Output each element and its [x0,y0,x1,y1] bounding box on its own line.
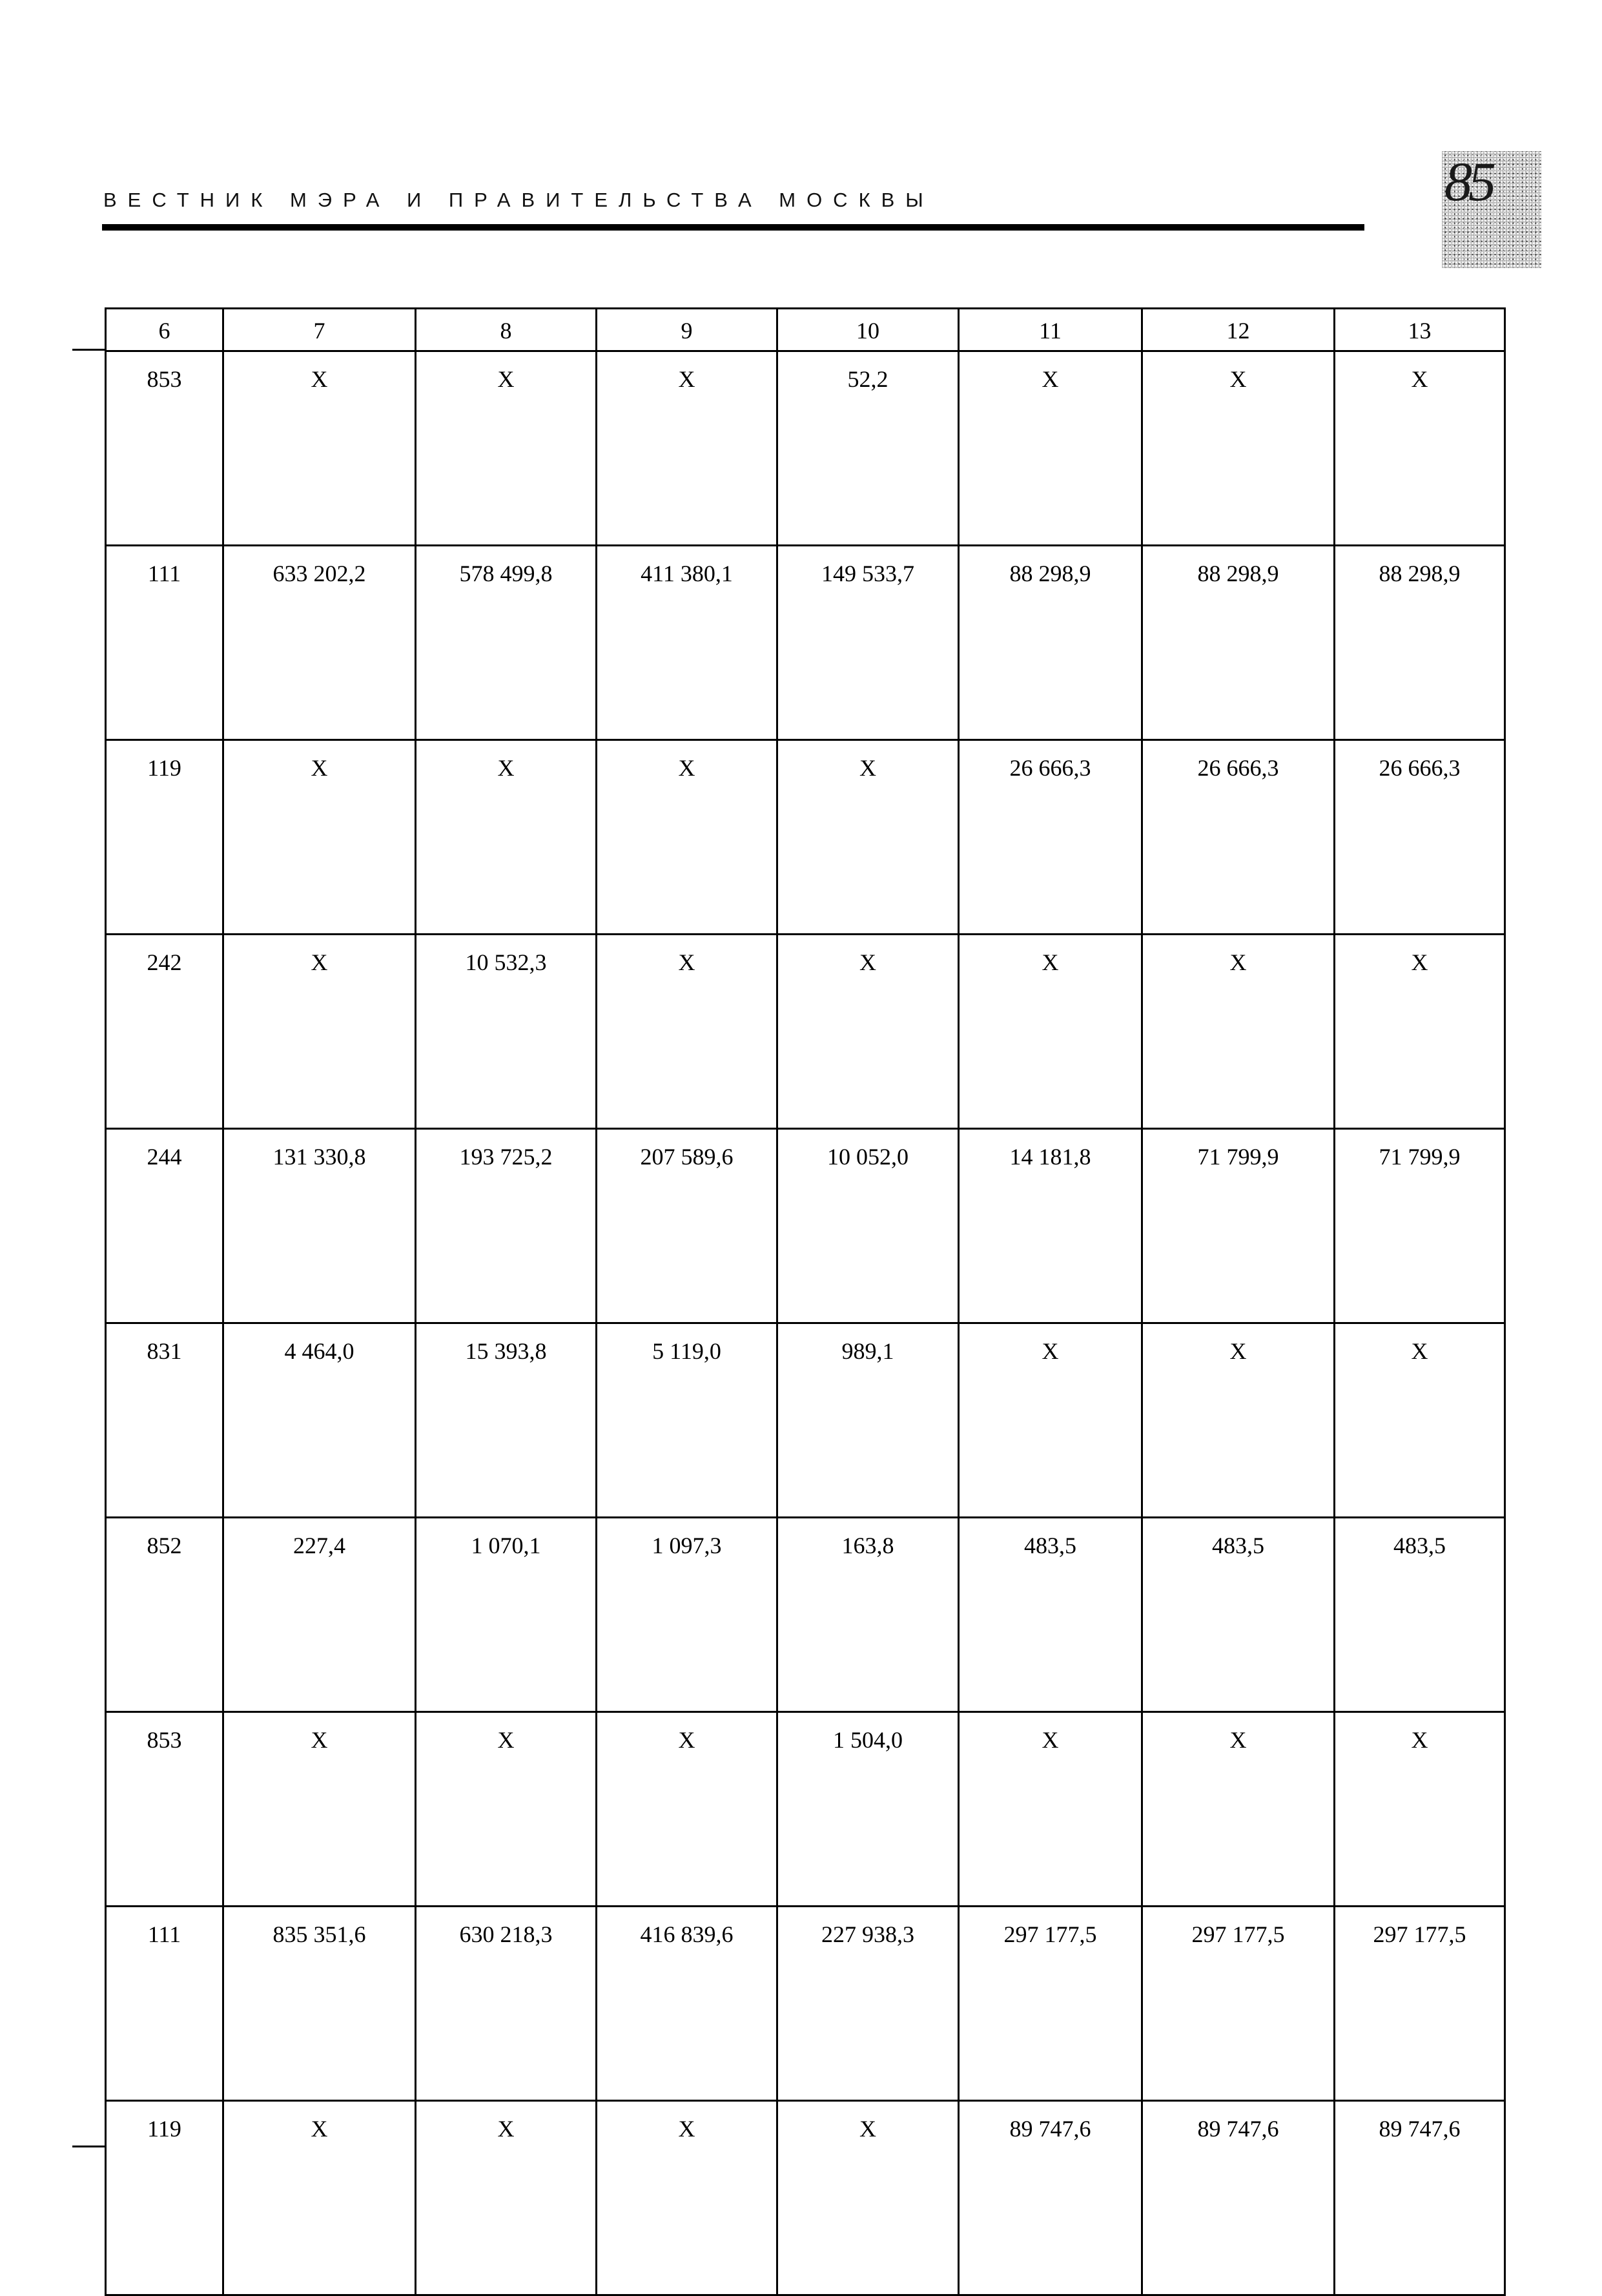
table-cell: X [1335,935,1505,1129]
table-cell: X [959,935,1142,1129]
column-header: 11 [959,309,1142,351]
table-cell: 1 504,0 [777,1712,959,1907]
table-cell: X [777,2101,959,2295]
table-cell: X [597,351,777,546]
table-row [106,1907,1505,2101]
table-row [106,2101,1505,2295]
table-cell: 131 330,8 [223,1129,416,1323]
row-code-cell: 831 [106,1323,223,1518]
page-number-badge [1442,151,1541,268]
table-cell: 88 298,9 [1142,546,1335,740]
row-code-cell: 242 [106,935,223,1129]
table-row [106,1323,1505,1518]
table-row [106,351,1505,546]
table-cell: 835 351,6 [223,1907,416,2101]
row-code-cell: 111 [106,1907,223,2101]
table-cell: 483,5 [1335,1518,1505,1712]
row-code-cell: 111 [106,546,223,740]
table-cell: X [597,1712,777,1907]
table-left-stub-top [72,349,105,351]
table-cell: X [416,1712,597,1907]
table-cell: X [777,935,959,1129]
table-row [106,1518,1505,1712]
table-cell: 297 177,5 [959,1907,1142,2101]
column-header: 7 [223,309,416,351]
table-cell: 1 070,1 [416,1518,597,1712]
table-cell: 297 177,5 [1335,1907,1505,2101]
table-cell: X [223,740,416,935]
table-cell: X [959,1323,1142,1518]
table-cell: X [597,740,777,935]
table-cell: X [223,935,416,1129]
column-header: 13 [1335,309,1505,351]
table-row [106,740,1505,935]
table-cell: X [1142,1323,1335,1518]
table-cell: 483,5 [959,1518,1142,1712]
table-cell: 149 533,7 [777,546,959,740]
table-cell: 26 666,3 [1142,740,1335,935]
table-row [106,935,1505,1129]
table-cell: X [1335,1323,1505,1518]
table-cell: 89 747,6 [1142,2101,1335,2295]
table-cell: 71 799,9 [1335,1129,1505,1323]
table-cell: X [416,351,597,546]
header-rule [102,224,1364,231]
table-cell: X [223,2101,416,2295]
table-cell: X [1142,1712,1335,1907]
journal-title: ВЕСТНИК МЭРА И ПРАВИТЕЛЬСТВА МОСКВЫ [103,189,934,211]
column-header: 8 [416,309,597,351]
row-code-cell: 853 [106,351,223,546]
table-cell: 26 666,3 [959,740,1142,935]
table-cell: 5 119,0 [597,1323,777,1518]
column-header: 6 [106,309,223,351]
table-cell: 483,5 [1142,1518,1335,1712]
table-cell: X [777,740,959,935]
table-cell: 633 202,2 [223,546,416,740]
table-cell: X [416,2101,597,2295]
table-cell: 88 298,9 [959,546,1142,740]
table-cell: 10 532,3 [416,935,597,1129]
table-header-row [106,309,1505,351]
table-left-stub-bottom [72,2146,105,2147]
table-row [106,1129,1505,1323]
table-cell: 71 799,9 [1142,1129,1335,1323]
table-cell: X [223,1712,416,1907]
table-cell: 1 097,3 [597,1518,777,1712]
table-row [106,1712,1505,1907]
table-cell: 89 747,6 [959,2101,1142,2295]
table-cell: 411 380,1 [597,546,777,740]
row-code-cell: 853 [106,1712,223,1907]
table-cell: X [1142,935,1335,1129]
row-code-cell: 119 [106,2101,223,2295]
table-cell: 207 589,6 [597,1129,777,1323]
table-cell: X [223,351,416,546]
row-code-cell: 852 [106,1518,223,1712]
table-cell: 14 181,8 [959,1129,1142,1323]
table-cell: 10 052,0 [777,1129,959,1323]
table-row [106,546,1505,740]
table-cell: 989,1 [777,1323,959,1518]
table-cell: 26 666,3 [1335,740,1505,935]
table-cell: 88 298,9 [1335,546,1505,740]
table-cell: 227 938,3 [777,1907,959,2101]
table-cell: X [1335,351,1505,546]
table-cell: X [1335,1712,1505,1907]
page-number: 85 [1444,151,1492,212]
table-cell: 89 747,6 [1335,2101,1505,2295]
table-cell: 297 177,5 [1142,1907,1335,2101]
column-header: 10 [777,309,959,351]
table-cell: 416 839,6 [597,1907,777,2101]
table-cell: X [1142,351,1335,546]
table-body [106,309,1505,2295]
table-cell: X [959,1712,1142,1907]
table-cell: X [597,935,777,1129]
budget-table [105,307,1506,2296]
table-cell: 227,4 [223,1518,416,1712]
table-cell: X [416,740,597,935]
table-cell: 163,8 [777,1518,959,1712]
table-cell: 15 393,8 [416,1323,597,1518]
column-header: 9 [597,309,777,351]
table-cell: X [959,351,1142,546]
table-cell: 630 218,3 [416,1907,597,2101]
row-code-cell: 244 [106,1129,223,1323]
table-cell: 193 725,2 [416,1129,597,1323]
column-header: 12 [1142,309,1335,351]
table-cell: 4 464,0 [223,1323,416,1518]
table-cell: 578 499,8 [416,546,597,740]
row-code-cell: 119 [106,740,223,935]
table-cell: X [597,2101,777,2295]
table-cell: 52,2 [777,351,959,546]
